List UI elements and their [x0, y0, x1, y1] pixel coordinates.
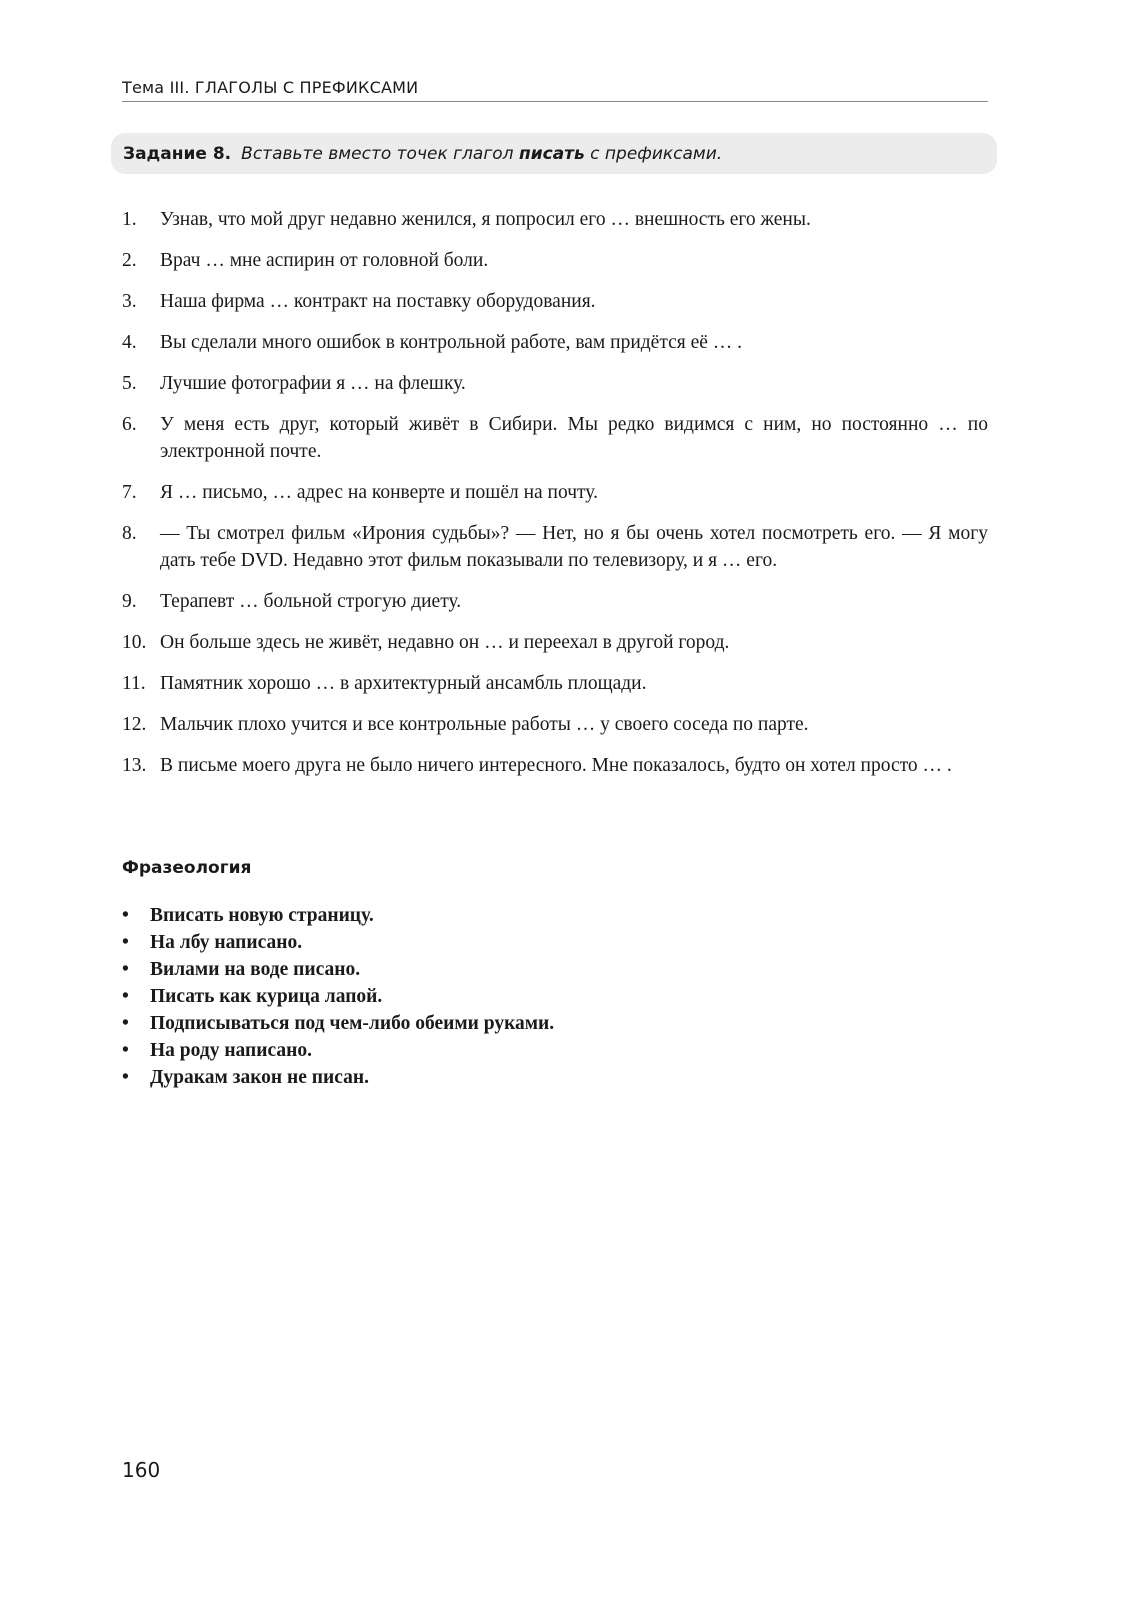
phraseology-item	[122, 1010, 554, 1037]
exercise-text: Мальчик плохо учится и все контрольные работы … у своего соседа по парте.	[160, 714, 809, 735]
exercise-number: 12.	[122, 714, 147, 735]
phraseology-heading: Фразеология	[122, 858, 252, 878]
phraseology-item	[122, 956, 554, 983]
exercise-number: 3.	[122, 291, 137, 312]
exercise-text: Врач … мне аспирин от головной боли.	[160, 250, 489, 271]
phraseology-text: Вписать новую страницу.	[150, 905, 374, 926]
exercise-item	[122, 288, 988, 315]
task-instruction	[241, 144, 722, 164]
task-box	[111, 133, 997, 174]
exercise-item	[122, 411, 988, 465]
phraseology-text: Подписываться под чем-либо обеими руками.	[150, 1013, 555, 1034]
task-instruction-before: Вставьте вместо точек глагол	[241, 143, 519, 164]
exercise-number: 8.	[122, 523, 137, 544]
phraseology-text: На роду написано.	[150, 1040, 313, 1061]
exercise-number: 7.	[122, 482, 137, 503]
exercise-number: 11.	[122, 673, 146, 694]
phraseology-item	[122, 1064, 554, 1091]
phraseology-item	[122, 902, 554, 929]
bullet-icon: •	[122, 932, 129, 953]
exercise-item	[122, 520, 988, 574]
exercise-number: 10.	[122, 632, 147, 653]
exercise-number: 13.	[122, 755, 147, 776]
bullet-icon: •	[122, 959, 129, 980]
exercise-text: Узнав, что мой друг недавно женился, я попросил его … внешность его жены.	[160, 209, 811, 230]
exercise-item	[122, 670, 988, 697]
bullet-icon: •	[122, 905, 129, 926]
exercise-item	[122, 206, 988, 233]
bullet-icon: •	[122, 1040, 129, 1061]
running-head: Тема III. ГЛАГОЛЫ С ПРЕФИКСАМИ	[122, 78, 988, 102]
bullet-icon: •	[122, 1067, 129, 1088]
exercise-item	[122, 752, 988, 779]
exercise-text: У меня есть друг, который живёт в Сибири. Мы редко видимся с ним, но постоянно … по электронной почте.	[160, 414, 988, 462]
phraseology-item	[122, 929, 554, 956]
exercise-number: 9.	[122, 591, 137, 612]
exercise-item	[122, 329, 988, 356]
exercise-text: Я … письмо, … адрес на конверте и пошёл на почту.	[160, 482, 598, 503]
page-number: 160	[122, 1458, 161, 1482]
exercise-text: Терапевт … больной строгую диету.	[160, 591, 462, 612]
bullet-icon: •	[122, 1013, 129, 1034]
task-instruction-after: с префиксами.	[584, 143, 723, 164]
exercise-number: 5.	[122, 373, 137, 394]
exercise-text: Памятник хорошо … в архитектурный ансамбль площади.	[160, 673, 647, 694]
exercise-item	[122, 588, 988, 615]
exercise-item	[122, 711, 988, 738]
exercise-text: Он больше здесь не живёт, недавно он … и переехал в другой город.	[160, 632, 730, 653]
exercise-item	[122, 370, 988, 397]
exercise-list	[122, 206, 988, 793]
phraseology-item	[122, 1037, 554, 1064]
exercise-item	[122, 247, 988, 274]
phraseology-text: Писать как курица лапой.	[150, 986, 383, 1007]
exercise-number: 2.	[122, 250, 137, 271]
exercise-number: 6.	[122, 414, 137, 435]
exercise-text: Лучшие фотографии я … на флешку.	[160, 373, 466, 394]
exercise-text: Вы сделали много ошибок в контрольной работе, вам придётся её … .	[160, 332, 743, 353]
exercise-number: 4.	[122, 332, 137, 353]
exercise-number: 1.	[122, 209, 137, 230]
phraseology-text: На лбу написано.	[150, 932, 303, 953]
exercise-item	[122, 479, 988, 506]
phraseology-text: Дуракам закон не писан.	[150, 1067, 370, 1088]
task-label: Задание 8.	[123, 143, 232, 164]
exercise-text: — Ты смотрел фильм «Ирония судьбы»? — Нет, но я бы очень хотел посмотреть его. — Я могу дать тебе DVD. Недавно этот фильм показывали по телевизору, и я … его.	[160, 523, 988, 571]
exercise-item	[122, 629, 988, 656]
bullet-icon: •	[122, 986, 129, 1007]
phraseology-item	[122, 983, 554, 1010]
phraseology-text: Вилами на воде писано.	[150, 959, 361, 980]
exercise-text: В письме моего друга не было ничего интересного. Мне показалось, будто он хотел просто … .	[160, 755, 952, 776]
task-instruction-verb: писать	[518, 143, 585, 164]
phraseology-list	[122, 902, 554, 1091]
exercise-text: Наша фирма … контракт на поставку оборудования.	[160, 291, 596, 312]
